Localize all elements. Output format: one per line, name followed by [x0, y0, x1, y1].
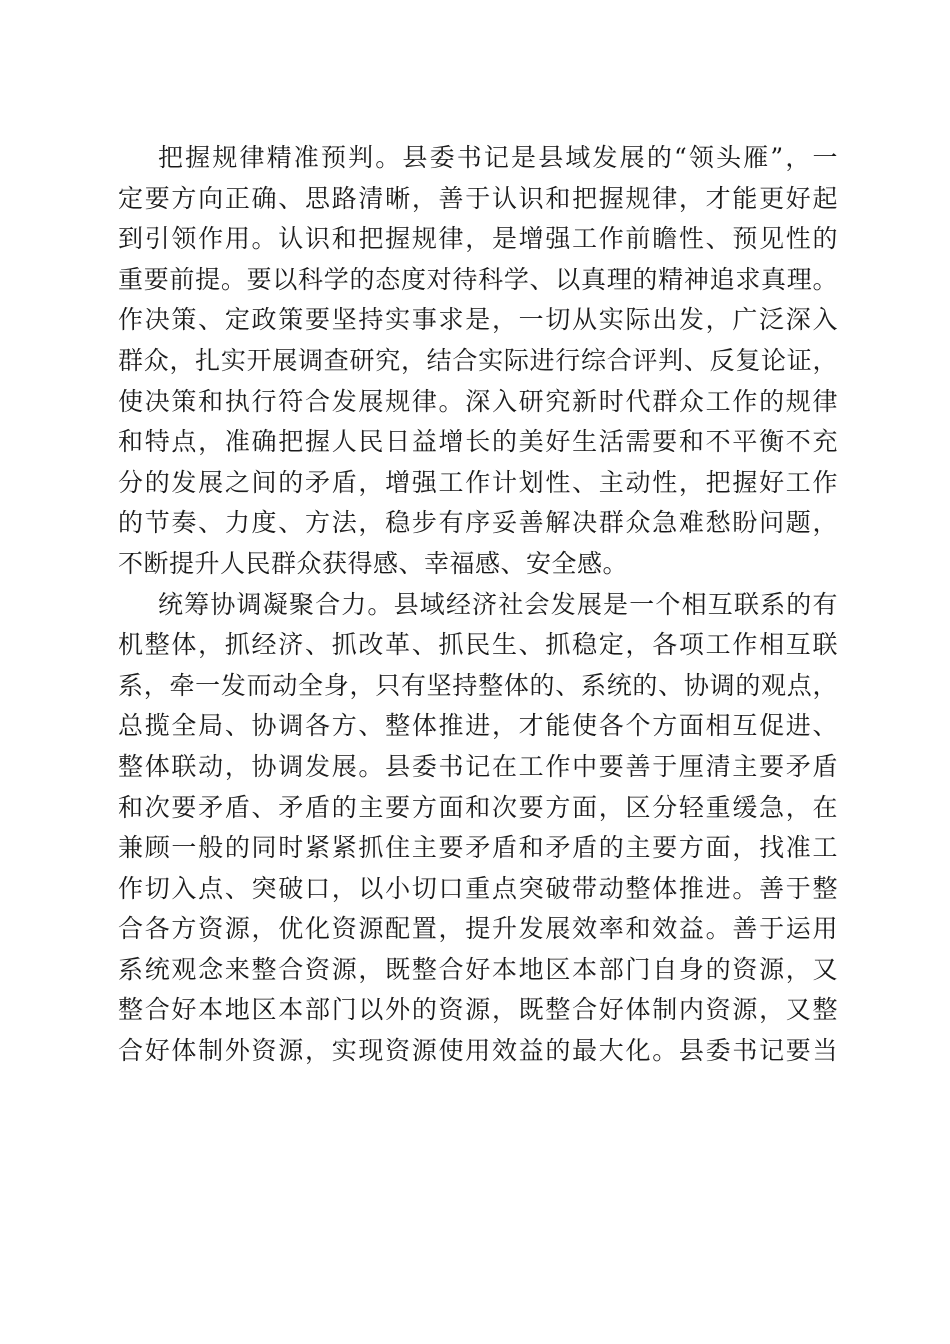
- text-line: 群众，扎实开展调查研究，结合实际进行综合评判、反复论证，: [118, 345, 838, 375]
- text-line: 使决策和执行符合发展规律。深入研究新时代群众工作的规律: [118, 386, 838, 416]
- text-line: 重要前提。要以科学的态度对待科学、以真理的精神追求真理。: [118, 264, 838, 294]
- text-line: 和特点，准确把握人民日益增长的美好生活需要和不平衡不充: [118, 427, 838, 457]
- text-line: 的节奏、力度、方法，稳步有序妥善解决群众急难愁盼问题，: [118, 508, 838, 538]
- text-line: 系统观念来整合资源，既整合好本地区本部门自身的资源，又: [118, 954, 838, 984]
- text-line: 作切入点、突破口，以小切口重点突破带动整体推进。善于整: [118, 873, 838, 903]
- text-line: 总揽全局、协调各方、整体推进，才能使各个方面相互促进、: [118, 711, 838, 741]
- paragraph-1: [118, 138, 838, 585]
- text-line: 兼顾一般的同时紧紧抓住主要矛盾和矛盾的主要方面，找准工: [118, 833, 838, 863]
- text-line: 和次要矛盾、矛盾的主要方面和次要方面，区分轻重缓急，在: [118, 792, 838, 822]
- text-line: 定要方向正确、思路清晰，善于认识和把握规律，才能更好起: [118, 183, 838, 213]
- paragraph-2: [118, 585, 838, 1072]
- text-line: 合好体制外资源，实现资源使用效益的最大化。县委书记要当: [118, 1036, 838, 1066]
- text-line: 到引领作用。认识和把握规律，是增强工作前瞻性、预见性的: [118, 224, 838, 254]
- text-line: 整体联动，协调发展。县委书记在工作中要善于厘清主要矛盾: [118, 751, 838, 781]
- text-line: 把握规律精准预判。县委书记是县域发展的“领头雁”，一: [158, 143, 838, 172]
- text-line: 系，牵一发而动全身，只有坚持整体的、系统的、协调的观点，: [118, 670, 838, 700]
- document-body: [118, 138, 838, 1072]
- text-line: 合各方资源，优化资源配置，提升发展效率和效益。善于运用: [118, 914, 838, 944]
- text-line: 分的发展之间的矛盾，增强工作计划性、主动性，把握好工作: [118, 467, 838, 497]
- text-line: 不断提升人民群众获得感、幸福感、安全感。: [118, 548, 629, 578]
- text-line: 机整体，抓经济、抓改革、抓民生、抓稳定，各项工作相互联: [118, 630, 838, 660]
- text-line: 统筹协调凝聚合力。县域经济社会发展是一个相互联系的有: [158, 589, 838, 619]
- text-line: 整合好本地区本部门以外的资源，既整合好体制内资源，又整: [118, 995, 838, 1025]
- text-line: 作决策、定政策要坚持实事求是，一切从实际出发，广泛深入: [118, 305, 838, 335]
